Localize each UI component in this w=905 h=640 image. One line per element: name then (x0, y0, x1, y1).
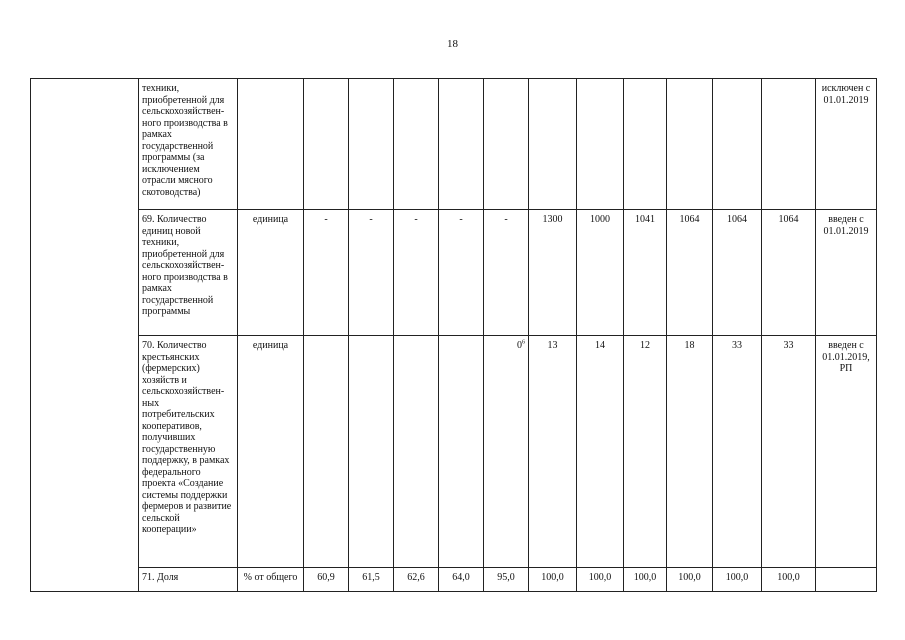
value-text: 0 (517, 340, 522, 351)
value-cell: 60,9 (304, 568, 349, 592)
value-cell: 100,0 (762, 568, 816, 592)
value-cell-with-footnote (484, 336, 529, 568)
unit-cell (238, 79, 304, 210)
value-cell: 12 (624, 336, 667, 568)
value-cell: 100,0 (624, 568, 667, 592)
value-cell (304, 336, 349, 568)
footnote-marker: 6 (522, 339, 525, 346)
value-cell: 1064 (667, 210, 713, 336)
indicator-name: 70. Количество крестьянских (фермерских) хозяйств и сельскохозяйствен-ных потребительских кооперативов, получивших государственную поддержку, в рамках федерального проекта «Создание системы поддержки фермеров и развитие сельской кооперации» (139, 336, 238, 568)
table-row (31, 568, 877, 592)
value-cell: - (439, 210, 484, 336)
note-cell: введен с 01.01.2019 (816, 210, 877, 336)
value-cell: - (394, 210, 439, 336)
table-row (31, 210, 877, 336)
value-cell (349, 336, 394, 568)
value-cell: 95,0 (484, 568, 529, 592)
unit-cell: единица (238, 210, 304, 336)
page-number: 18 (447, 38, 458, 50)
value-cell (394, 336, 439, 568)
value-cell (304, 79, 349, 210)
value-cell: 1041 (624, 210, 667, 336)
value-cell: - (349, 210, 394, 336)
value-cell (349, 79, 394, 210)
value-cell: 100,0 (577, 568, 624, 592)
value-cell: 100,0 (713, 568, 762, 592)
value-cell: 100,0 (667, 568, 713, 592)
value-cell: 1064 (713, 210, 762, 336)
indicator-name: техники, приобретенной для сельскохозяйствен-ного производства в рамках государственной программы (за исключением отрасли мясного скотоводства) (139, 79, 238, 210)
value-cell: 33 (762, 336, 816, 568)
note-cell: исключен с 01.01.2019 (816, 79, 877, 210)
value-cell: 14 (577, 336, 624, 568)
value-cell (577, 79, 624, 210)
empty-first-column-cell (31, 79, 139, 592)
value-cell (762, 79, 816, 210)
indicator-name: 71. Доля (139, 568, 238, 592)
value-cell (713, 79, 762, 210)
value-cell: 1064 (762, 210, 816, 336)
value-cell: 100,0 (529, 568, 577, 592)
value-cell (394, 79, 439, 210)
indicator-name: 69. Количество единиц новой техники, приобретенной для сельскохозяйствен-ного производства в рамках государственной программы (139, 210, 238, 336)
unit-cell: % от общего (238, 568, 304, 592)
value-cell (624, 79, 667, 210)
value-cell (484, 79, 529, 210)
table-row (31, 336, 877, 568)
value-cell: 18 (667, 336, 713, 568)
note-cell (816, 568, 877, 592)
value-cell: 13 (529, 336, 577, 568)
value-cell: 1000 (577, 210, 624, 336)
value-cell: 33 (713, 336, 762, 568)
value-cell (529, 79, 577, 210)
indicators-table (30, 78, 877, 592)
value-cell (667, 79, 713, 210)
value-cell: - (304, 210, 349, 336)
value-cell: 62,6 (394, 568, 439, 592)
value-cell: 1300 (529, 210, 577, 336)
value-cell (439, 79, 484, 210)
value-cell: - (484, 210, 529, 336)
note-cell: введен с 01.01.2019, РП (816, 336, 877, 568)
value-cell: 64,0 (439, 568, 484, 592)
value-cell: 61,5 (349, 568, 394, 592)
value-cell (439, 336, 484, 568)
table-row (31, 79, 877, 210)
unit-cell: единица (238, 336, 304, 568)
